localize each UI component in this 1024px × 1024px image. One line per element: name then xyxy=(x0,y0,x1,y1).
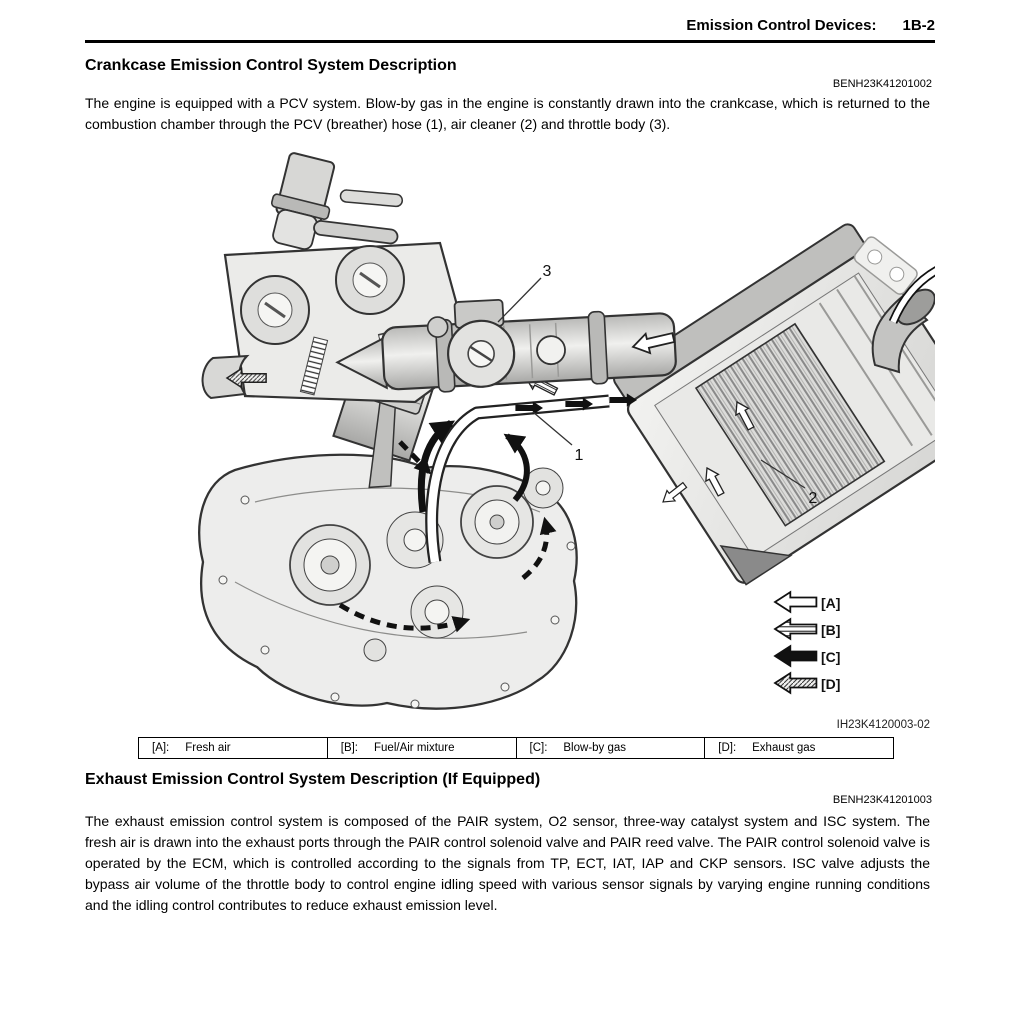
header-rule xyxy=(85,40,935,43)
figure-legend-table xyxy=(138,737,894,759)
page-number: 1B-2 xyxy=(902,17,935,34)
section-heading-exhaust: Exhaust Emission Control System Description (If Equipped) xyxy=(85,771,541,788)
body-paragraph-crankcase: The engine is equipped with a PCV system. Blow-by gas in the engine is constantly drawn into the crankcase, which is returned to the combustion chamber through the PCV (breather) hose (1), air cleaner (2) and throttle body (3). xyxy=(85,95,930,132)
engine-assembly xyxy=(199,151,576,709)
arrow-legend-label-c: [C] xyxy=(821,649,841,665)
callout-1: 1 xyxy=(574,447,584,464)
reference-code-1: BENH23K41201002 xyxy=(832,78,932,90)
cam-housing-exhaust xyxy=(241,276,309,344)
legend-value-b: Fuel/Air mixture xyxy=(374,742,455,754)
section-heading-crankcase: Crankcase Emission Control System Description xyxy=(85,57,457,74)
engine-diagram-svg xyxy=(85,150,935,735)
breather-pipe xyxy=(313,220,398,244)
reference-code-2: BENH23K41201003 xyxy=(832,794,932,806)
callout-2: 2 xyxy=(808,490,818,507)
arrow-legend-label-b: [B] xyxy=(821,622,841,638)
callout-3-leader xyxy=(498,278,541,322)
legend-key-c: [C]: xyxy=(529,742,548,754)
callout-1-leader xyxy=(533,412,572,445)
blow-by-gas-arrow-icon xyxy=(775,646,816,666)
cam-housing-intake xyxy=(336,246,404,314)
body-paragraph-exhaust: The exhaust emission control system is composed of the PAIR system, O2 sensor, three-way catalyst system and ISC system. The fresh air is drawn into the exhaust ports through the PAIR control solenoid valve and PAIR reed valve. The PAIR control solenoid valve is operated by the ECM, which is controlled according to the signals from TP, ECT, IAT, IAP and CKP sensors. ISC valve adjusts the bypass air volume of the throttle body to control engine idling speed with various sensor signals by varying engine running conditions and the idling control contributes to reduce exhaust emission level. xyxy=(85,813,930,913)
legend-key-d: [D]: xyxy=(718,742,737,754)
page-header xyxy=(686,17,935,34)
legend-key-b: [B]: xyxy=(340,742,359,754)
legend-cell-a xyxy=(139,738,328,758)
throttle-sensor xyxy=(427,317,448,338)
exhaust-gas-arrow-icon xyxy=(775,673,816,693)
header-title: Emission Control Devices: xyxy=(686,17,877,34)
engine-diagram-figure xyxy=(85,150,935,735)
arrow-legend-label-d: [D] xyxy=(821,676,841,692)
callout-3: 3 xyxy=(542,263,552,280)
fresh-air-arrow-icon xyxy=(775,592,816,612)
legend-value-a: Fresh air xyxy=(185,742,231,754)
figure-code: IH23K4120003-02 xyxy=(836,719,930,731)
duct-boss xyxy=(536,335,565,364)
duct-clamp xyxy=(588,311,608,384)
legend-value-c: Blow-by gas xyxy=(563,742,627,754)
arrow-legend-label-a: [A] xyxy=(821,595,841,611)
fuel-air-mixture-arrow-icon xyxy=(775,619,816,639)
legend-value-d: Exhaust gas xyxy=(752,742,816,754)
legend-cell-d xyxy=(705,738,893,758)
legend-cell-b xyxy=(328,738,517,758)
legend-key-a: [A]: xyxy=(152,742,170,754)
legend-cell-c xyxy=(517,738,706,758)
arrow-legend xyxy=(775,592,840,693)
